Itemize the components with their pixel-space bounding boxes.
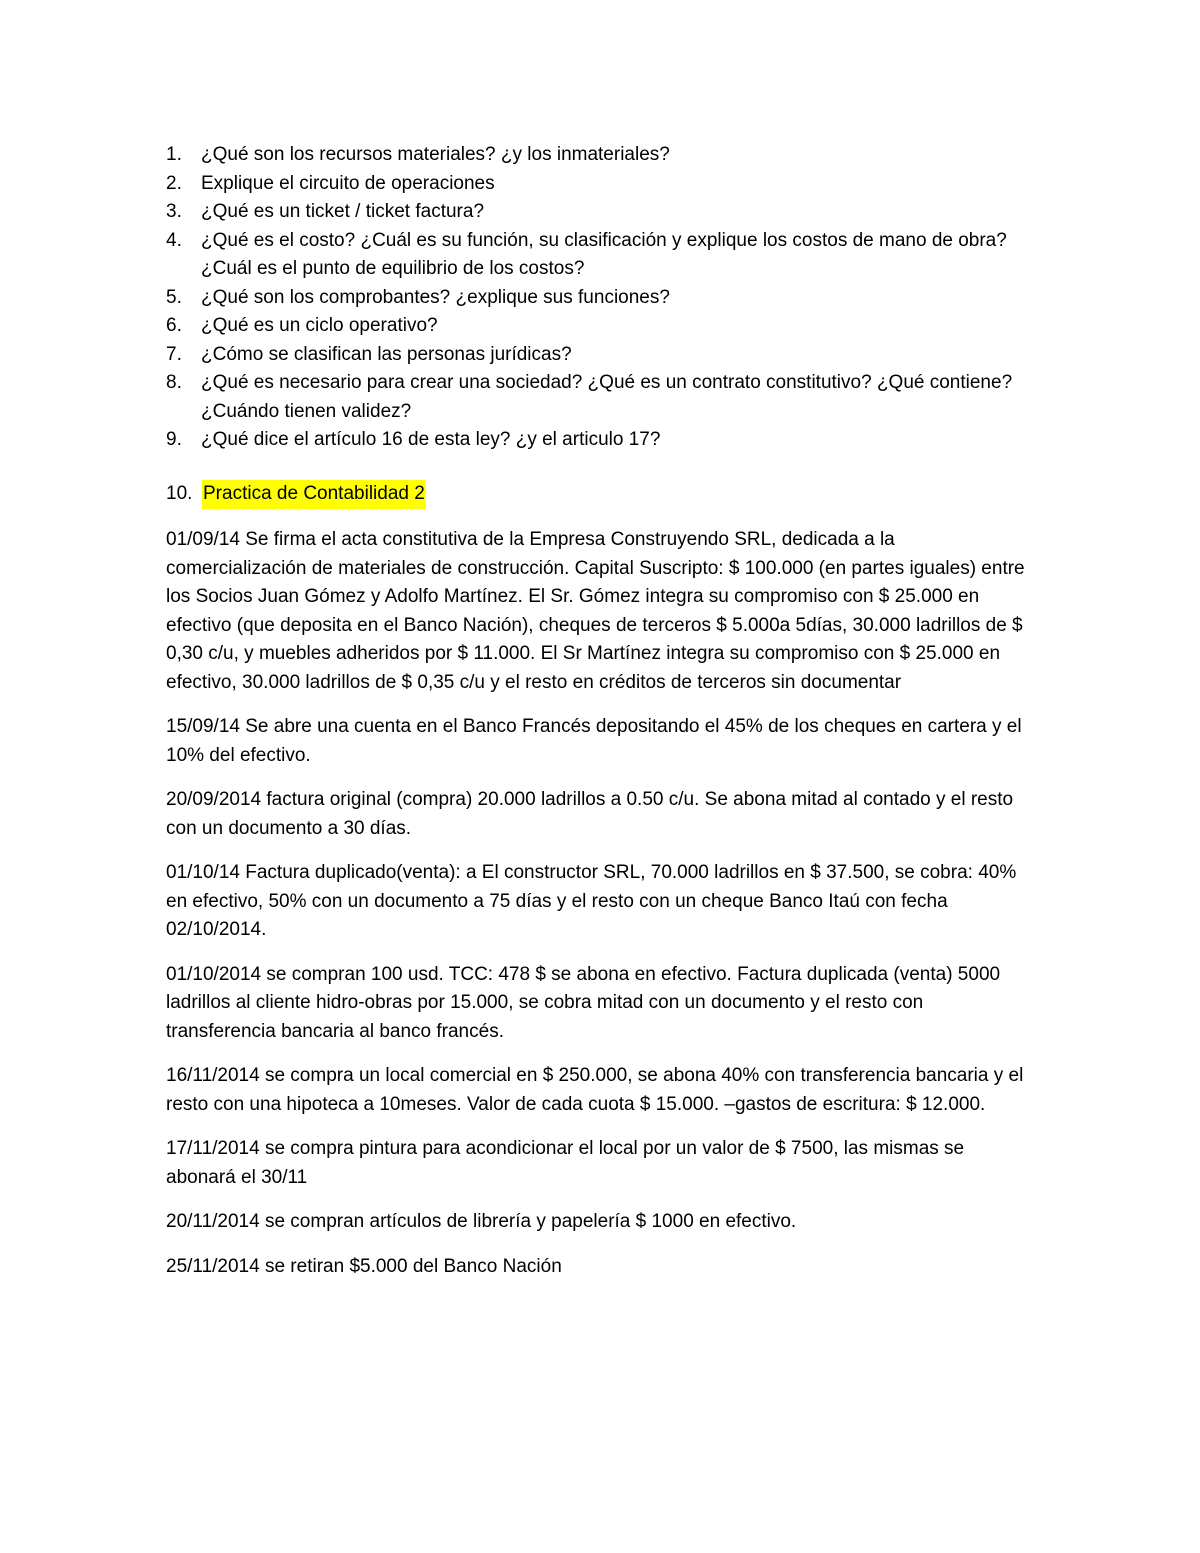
question-item xyxy=(166,341,1046,370)
question-number: 5. xyxy=(166,286,182,308)
question-item xyxy=(166,227,1046,284)
accounting-entry: 16/11/2014 se compra un local comercial en $ 250.000, se abona 40% con transferencia bancaria y el resto con una hipoteca a 10meses. Valor de cada cuota $ 15.000. –gastos de escritura: $ 12.000. xyxy=(166,1065,1024,1115)
question-number: 7. xyxy=(166,343,182,365)
question-item xyxy=(166,369,1046,426)
accounting-entry: 01/09/14 Se firma el acta constitutiva de la Empresa Construyendo SRL, dedicada a la comercialización de materiales de construcción. Capital Suscripto: $ 100.000 (en partes iguales) entre los Socios Juan Gómez y Adolfo Martínez. El Sr. Gómez integra su compromiso con $ 25.000 en efectivo (que deposita en el Banco Nación), cheques de terceros $ 5.000a 5días, 30.000 ladrillos de $ 0,30 c/u, y muebles adheridos por $ 11.000. El Sr Martínez integra su compromiso con $ 25.000 en efectivo, 30.000 ladrillos de $ 0,35 c/u y el resto en créditos de terceros sin documentar xyxy=(166,529,1025,693)
question-number: 1. xyxy=(166,144,182,165)
question-text: ¿Qué es el costo? ¿Cuál es su función, su clasificación y explique los costos de mano de obra? ¿Cuál es el punto de equilibrio de los costos? xyxy=(201,229,1007,279)
question-item xyxy=(166,198,1046,227)
section-heading xyxy=(166,480,426,509)
question-number: 6. xyxy=(166,315,182,336)
question-text: ¿Qué dice el artículo 16 de esta ley? ¿y el articulo 17? xyxy=(201,429,661,450)
question-item xyxy=(166,284,1046,313)
questions-list xyxy=(166,141,1046,455)
question-text: Explique el circuito de operaciones xyxy=(201,172,495,194)
question-number: 3. xyxy=(166,201,182,222)
question-item xyxy=(166,170,1046,199)
accounting-entry: 15/09/14 Se abre una cuenta en el Banco Francés depositando el 45% de los cheques en cartera y el 10% del efectivo. xyxy=(166,716,1022,766)
question-number: 9. xyxy=(166,429,182,450)
accounting-entry: 17/11/2014 se compra pintura para acondicionar el local por un valor de $ 7500, las mismas se abonará el 30/11 xyxy=(166,1138,965,1188)
question-text: ¿Qué es necesario para crear una sociedad? ¿Qué es un contrato constitutivo? ¿Qué contiene? ¿Cuándo tienen validez? xyxy=(201,372,1013,422)
accounting-entry: 20/09/2014 factura original (compra) 20.000 ladrillos a 0.50 c/u. Se abona mitad al contado y el resto con un documento a 30 días. xyxy=(166,789,1014,839)
question-text: ¿Qué es un ciclo operativo? xyxy=(201,315,438,336)
question-item xyxy=(166,141,1046,170)
question-text: ¿Qué es un ticket / ticket factura? xyxy=(201,201,485,222)
section-title-highlighted: Practica de Contabilidad 2 xyxy=(202,480,426,509)
question-item xyxy=(166,312,1046,341)
question-item xyxy=(166,426,1046,455)
question-text: ¿Qué son los comprobantes? ¿explique sus funciones? xyxy=(201,286,670,308)
section-number: 10. xyxy=(166,483,193,504)
question-number: 2. xyxy=(166,172,182,194)
accounting-entry: 01/10/2014 se compran 100 usd. TCC: 478 $ se abona en efectivo. Factura duplicada (venta) 5000 ladrillos al cliente hidro-obras por 15.000, se cobra mitad con un documento y el resto con transferencia bancaria al banco francés. xyxy=(166,963,1001,1042)
question-number: 8. xyxy=(166,372,182,393)
accounting-entry: 01/10/14 Factura duplicado(venta): a El constructor SRL, 70.000 ladrillos en $ 37.500, se cobra: 40% en efectivo, 50% con un documento a 75 días y el resto con un cheque Banco Itaú con fecha 02/10/2014. xyxy=(166,862,1017,940)
question-number: 4. xyxy=(166,229,182,251)
accounting-entry: 25/11/2014 se retiran $5.000 del Banco Nación xyxy=(166,1255,562,1277)
accounting-entry: 20/11/2014 se compran artículos de librería y papelería $ 1000 en efectivo. xyxy=(166,1211,797,1232)
accounting-entries xyxy=(166,526,1038,1297)
question-text: ¿Cómo se clasifican las personas jurídicas? xyxy=(201,343,572,365)
question-text: ¿Qué son los recursos materiales? ¿y los inmateriales? xyxy=(201,144,670,165)
